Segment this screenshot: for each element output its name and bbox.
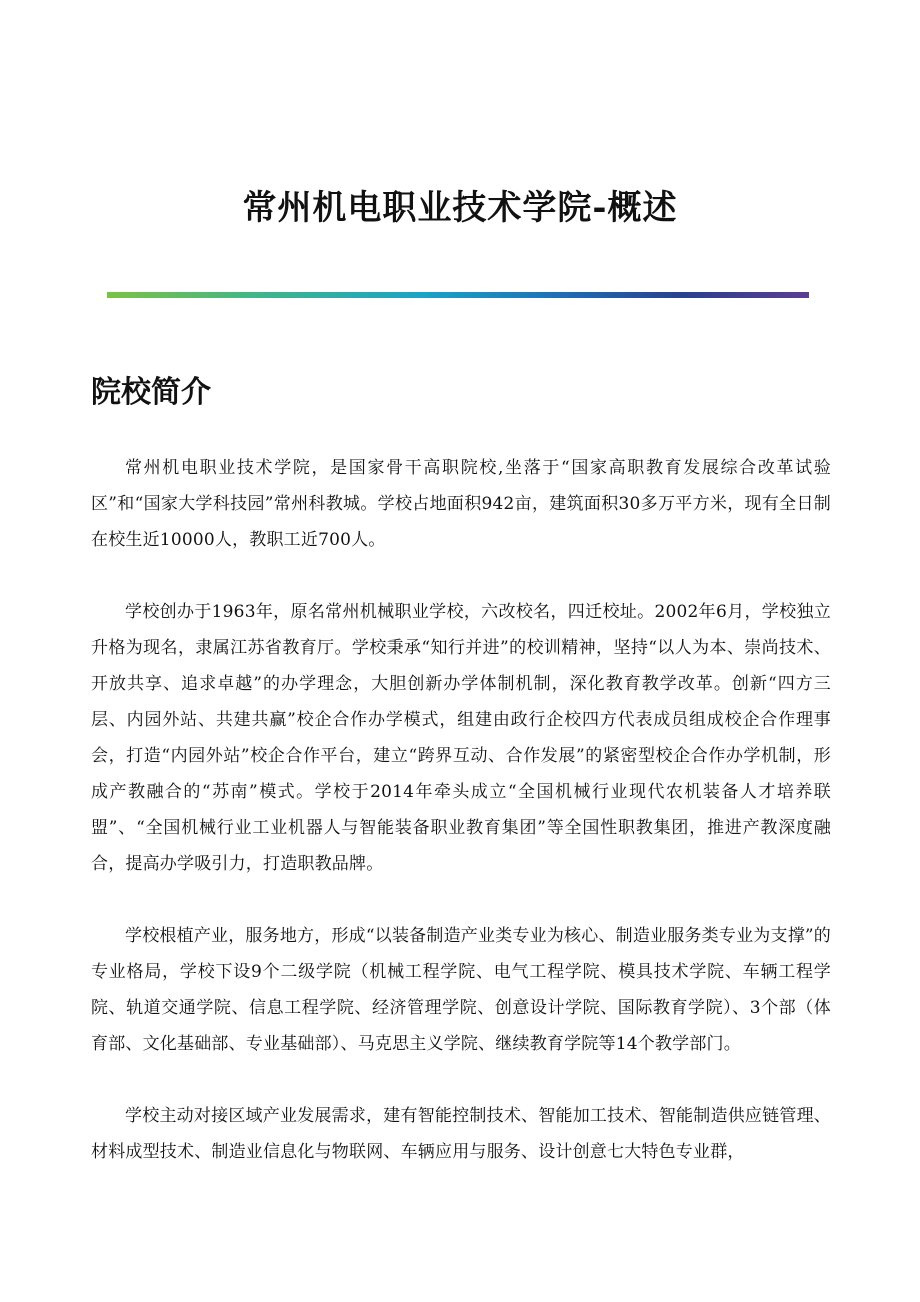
paragraph-majors: 学校主动对接区域产业发展需求，建有智能控制技术、智能加工技术、智能制造供应链管理、材料成型技术、制造业信息化与物联网、车辆应用与服务、设计创意七大特色专业群， (91, 1106, 831, 1162)
paragraph-intro: 常州机电职业技术学院，是国家骨干高职院校,坐落于“国家高职教育发展综合改革试验区”和“国家大学科技园”常州科教城。学校占地面积942亩，建筑面积30多万平方米，现有全日制在校生近10000人，教职工近700人。 (91, 458, 831, 550)
paragraph-departments: 学校根植产业，服务地方，形成“以装备制造产业类专业为核心、制造业服务类专业为支撑”的专业格局，学校下设9个二级学院（机械工程学院、电气工程学院、模具技术学院、车辆工程学院、轨道交通学院、信息工程学院、经济管理学院、创意设计学院、国际教育学院）、3个部（体育部、文化基础部、专业基础部）、马克思主义学院、继续教育学院等14个教学部门。 (91, 926, 831, 1054)
body-text (91, 450, 831, 1206)
section-heading: 院校简介 (91, 375, 211, 410)
paragraph-history: 学校创办于1963年，原名常州机械职业学校，六改校名，四迁校址。2002年6月，学校独立升格为现名，隶属江苏省教育厅。学校秉承“知行并进”的校训精神，坚持“以人为本、崇尚技术、开放共享、追求卓越”的办学理念，大胆创新办学体制机制，深化教育教学改革。创新“四方三层、内园外站、共建共赢”校企合作办学模式，组建由政行企校四方代表成员组成校企合作理事会，打造“内园外站”校企合作平台，建立“跨界互动、合作发展”的紧密型校企合作办学机制，形成产教融合的“苏南”模式。学校于2014年牵头成立“全国机械行业现代农机装备人才培养联盟”、“全国机械行业工业机器人与智能装备职业教育集团”等全国性职教集团，推进产教深度融合，提高办学吸引力，打造职教品牌。 (91, 602, 831, 874)
title-gradient-divider (107, 292, 809, 298)
page-title: 常州机电职业技术学院-概述 (242, 188, 678, 228)
